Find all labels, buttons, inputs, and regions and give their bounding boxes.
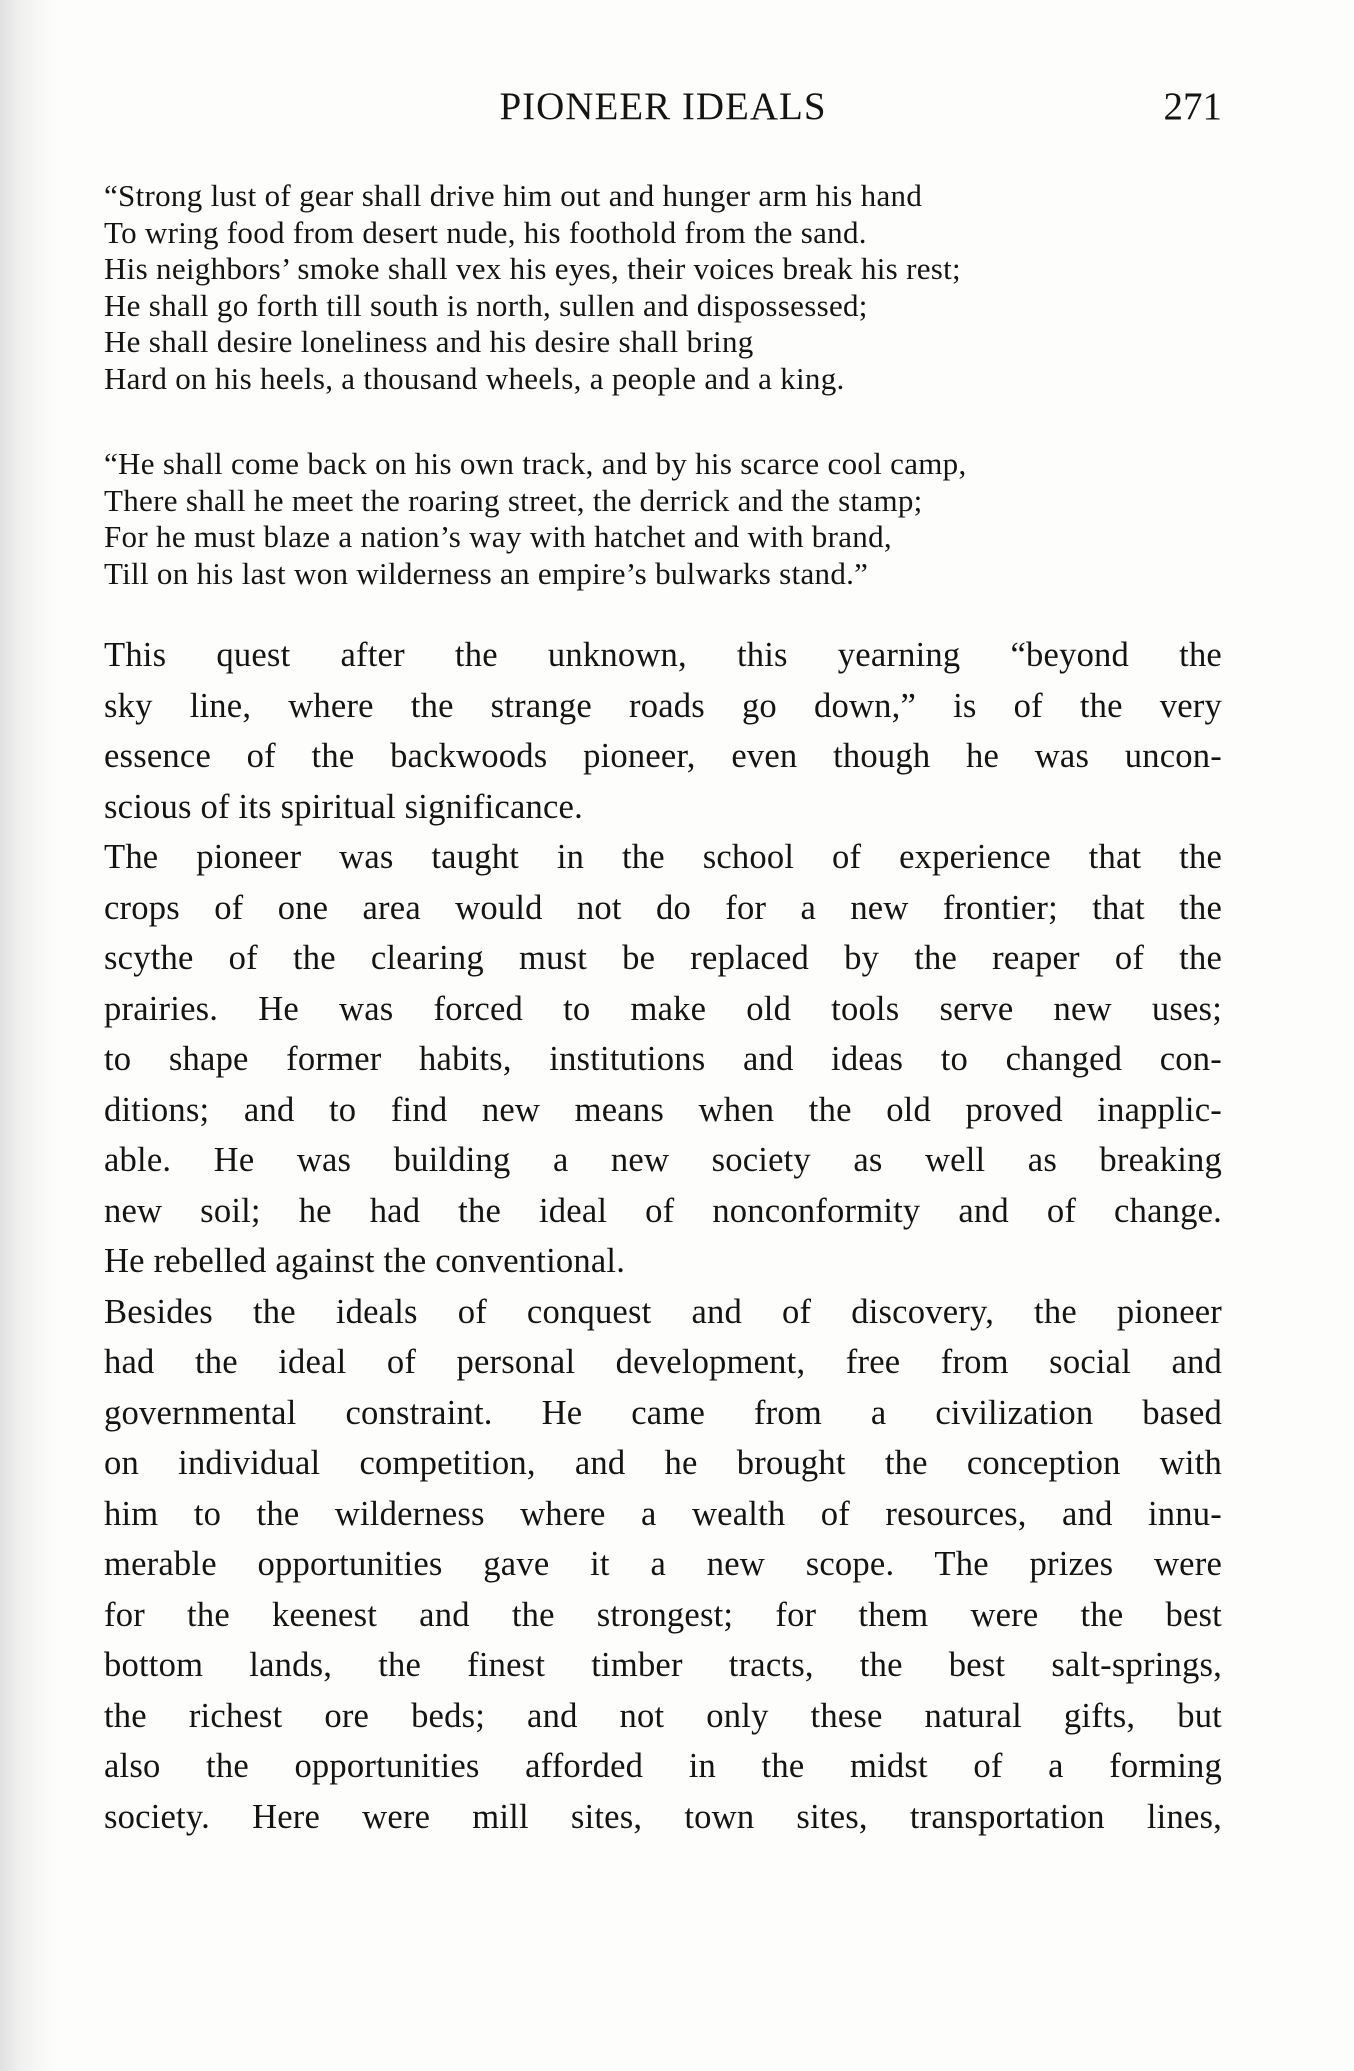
- text-line: scythe of the clearing must be replaced by the reaper of the: [104, 939, 1222, 977]
- page-header: [104, 82, 1222, 132]
- text-line: society. Here were mill sites, town sites, transportation lines,: [104, 1797, 1222, 1836]
- text-line: The pioneer was taught in the school of experience that the: [104, 838, 1222, 876]
- text-line: on individual competition, and he brought the conception with: [104, 1444, 1222, 1482]
- text-line: for the keenest and the strongest; for them were the best: [104, 1595, 1222, 1634]
- verse-line: For he must blaze a nation’s way with hatchet and with brand,: [104, 519, 892, 555]
- text-line: crops of one area would not do for a new frontier; that the: [104, 888, 1222, 927]
- verse-line: There shall he meet the roaring street, the derrick and the stamp;: [104, 482, 923, 518]
- verse-stanza-2: [104, 446, 1222, 592]
- text-line: to shape former habits, institutions and ideas to changed con-: [104, 1040, 1222, 1078]
- text-line: able. He was building a new society as well as breaking: [104, 1141, 1222, 1179]
- verse-line: Till on his last won wilderness an empire’s bulwarks stand.”: [104, 555, 869, 591]
- text-line: prairies. He was forced to make old tools serve new uses;: [104, 989, 1222, 1028]
- text-line: also the opportunities afforded in the midst of a forming: [104, 1747, 1222, 1785]
- verse-line: “He shall come back on his own track, and by his scarce cool camp,: [104, 446, 967, 481]
- text-line: He rebelled against the conventional.: [104, 1242, 626, 1280]
- text-line: ditions; and to find new means when the old proved inapplic-: [104, 1090, 1222, 1129]
- text-line: sky line, where the strange roads go down,” is of the very: [104, 686, 1222, 725]
- verse-stanza-1: [104, 178, 1222, 398]
- text-line: scious of its spiritual significance.: [104, 787, 583, 826]
- text-line: This quest after the unknown, this yearning “beyond the: [104, 636, 1222, 674]
- page-gutter-shadow: [0, 0, 58, 2071]
- page-number: 271: [1163, 85, 1222, 128]
- text-line: governmental constraint. He came from a civilization based: [104, 1393, 1222, 1432]
- text-line: him to the wilderness where a wealth of resources, and innu-: [104, 1494, 1222, 1533]
- verse-line: Hard on his heels, a thousand wheels, a people and a king.: [104, 360, 845, 396]
- running-title: PIONEER IDEALS: [499, 85, 827, 128]
- verse-line: His neighbors’ smoke shall vex his eyes, their voices break his rest;: [104, 251, 961, 287]
- body-text: [104, 630, 1222, 1842]
- text-line: the richest ore beds; and not only these natural gifts, but: [104, 1696, 1222, 1735]
- text-line: new soil; he had the ideal of nonconformity and of change.: [104, 1191, 1222, 1230]
- verse-line: He shall go forth till south is north, sullen and dispossessed;: [104, 287, 868, 323]
- paragraph-2: [104, 832, 1222, 1287]
- text-line: Besides the ideals of conquest and of discovery, the pioneer: [104, 1292, 1222, 1331]
- paragraph-1: [104, 630, 1222, 832]
- text-line: merable opportunities gave it a new scope. The prizes were: [104, 1545, 1222, 1583]
- text-line: essence of the backwoods pioneer, even though he was uncon-: [104, 737, 1222, 775]
- verse-line: To wring food from desert nude, his foothold from the sand.: [104, 214, 867, 250]
- verse-line: He shall desire loneliness and his desire shall bring: [104, 324, 754, 360]
- text-line: bottom lands, the finest timber tracts, the best salt-springs,: [104, 1646, 1222, 1684]
- paragraph-3: [104, 1287, 1222, 1843]
- verse-line: “Strong lust of gear shall drive him out and hunger arm his hand: [104, 178, 923, 213]
- text-line: had the ideal of personal development, free from social and: [104, 1343, 1222, 1381]
